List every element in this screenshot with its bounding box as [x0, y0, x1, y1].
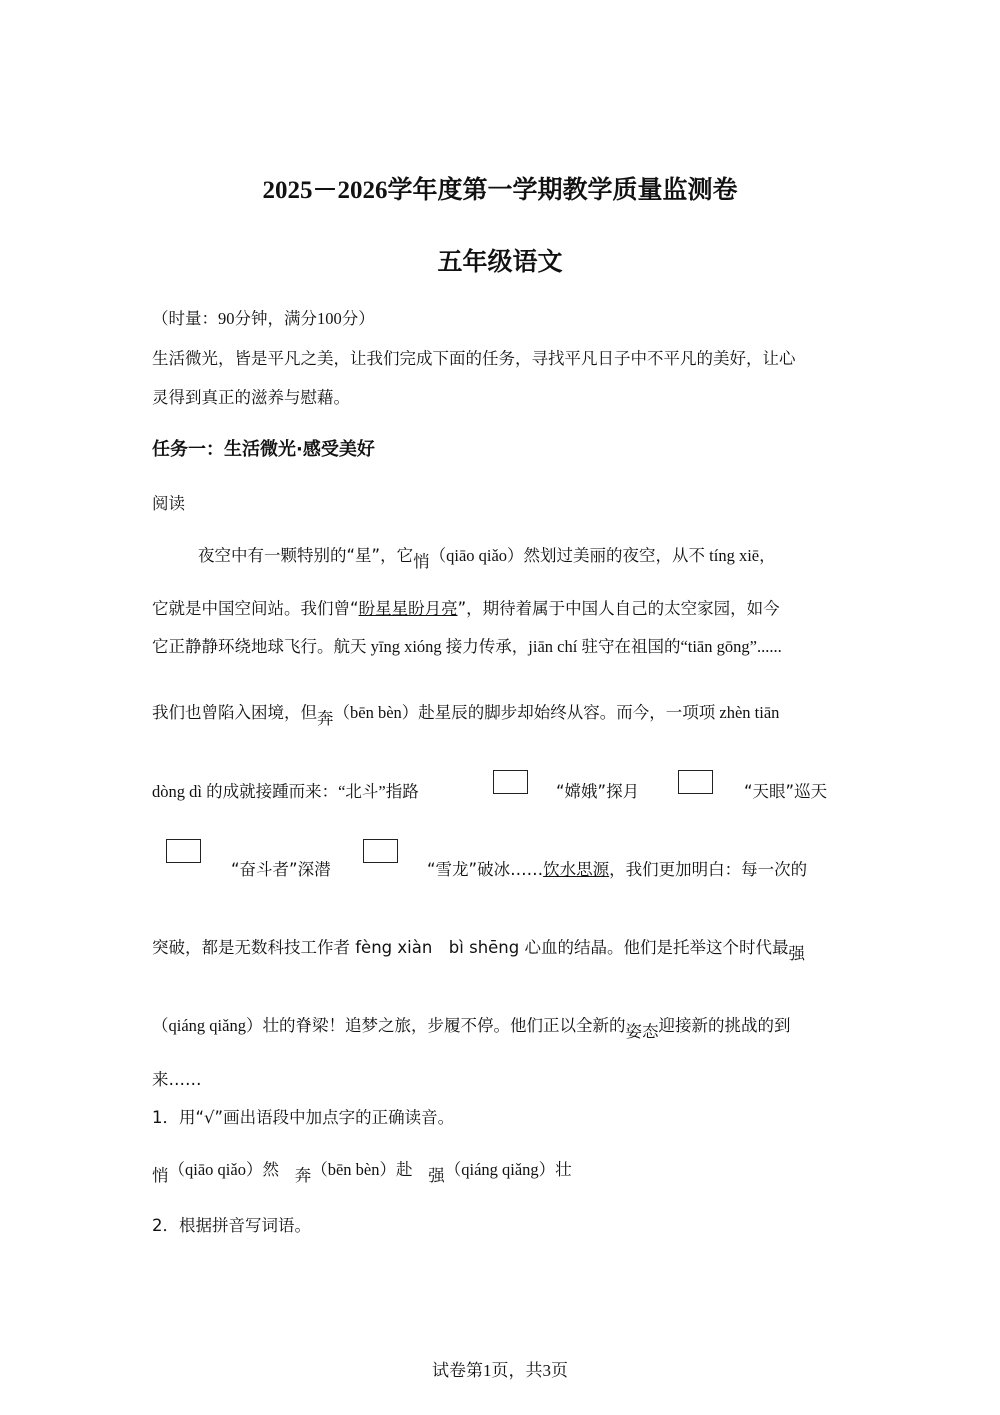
option-char: 奔: [294, 1166, 312, 1185]
passage-line-2: 它就是中国空间站。我们曾“盼星星盼月亮”，期待着属于中国人自己的太空家园，如今: [152, 599, 780, 618]
passage-line-8: （qiáng qiǎng）壮的脊梁！追梦之旅，步履不停。他们正以全新的姿态迎接新的挑战的到: [152, 1016, 791, 1041]
option-char: 强: [428, 1166, 445, 1185]
dotted-char: 强: [788, 944, 805, 963]
exam-title: 2025－2026学年度第一学期教学质量监测卷: [262, 177, 738, 204]
pinyin-option[interactable]: （qiāo qiǎo）然: [168, 1160, 279, 1179]
punctuation-box[interactable]: [493, 770, 528, 794]
question-1-options: [152, 1156, 572, 1185]
punctuation-box[interactable]: [166, 839, 201, 863]
punctuation-box[interactable]: [678, 770, 713, 794]
underlined-idiom: 盼星星盼月亮: [358, 599, 458, 618]
intro-line-2: 灵得到真正的滋养与慰藉。: [152, 388, 350, 407]
passage-line-6a: “奋斗者”深潜: [231, 860, 331, 879]
passage-line-1: 夜空中有一颗特别的“星”，它悄（qiāo qiǎo）然划过美丽的夜空，从不 tíng xiē，: [198, 546, 776, 571]
read-label: 阅读: [152, 494, 185, 513]
passage-line-5c: “天眼”巡天: [744, 782, 828, 801]
option-char: 悄: [152, 1166, 169, 1185]
dotted-char: 奔: [317, 709, 334, 728]
passage-line-5a: dòng dì 的成就接踵而来：“北斗”指路: [152, 782, 419, 801]
intro-line-1: 生活微光，皆是平凡之美，让我们完成下面的任务，寻找平凡日子中不平凡的美好，让心: [152, 349, 796, 368]
passage-line-9: 来……: [152, 1070, 202, 1089]
dotted-word: 姿态: [625, 1022, 659, 1041]
passage-line-5b: “嫦娥”探月: [556, 782, 640, 801]
page-footer: 试卷第1页，共3页: [432, 1361, 568, 1380]
exam-subtitle: 五年级语文: [437, 249, 563, 276]
underlined-idiom: 饮水思源: [543, 860, 610, 879]
punctuation-box[interactable]: [363, 839, 398, 863]
passage-line-6b: “雪龙”破冰……饮水思源，我们更加明白：每一次的: [427, 860, 808, 879]
pinyin-option[interactable]: （qiáng qiǎng）壮: [444, 1160, 572, 1179]
task-heading: 任务一：生活微光·感受美好: [152, 439, 375, 460]
dotted-char: 悄: [413, 552, 430, 571]
pinyin-option[interactable]: （bēn bèn）赴: [311, 1160, 413, 1179]
question-2: 2．根据拼音写词语。: [152, 1216, 311, 1235]
passage-line-7: 突破，都是无数科技工作者 fèng xiàn bì shēng 心血的结晶。他们是托举这个时代最强: [152, 938, 805, 963]
time-info: （时量：90分钟，满分100分）: [152, 309, 375, 328]
passage-line-4: 我们也曾陷入困境，但奔（bēn bèn）赴星辰的脚步却始终从容。而今，一项项 zhèn tiān: [152, 703, 780, 728]
question-1: 1．用“√”画出语段中加点字的正确读音。: [152, 1108, 455, 1127]
passage-line-3: 它正静静环绕地球飞行。航天 yīng xióng 接力传承，jiān chí 驻守在祖国的“tiān gōng”......: [152, 637, 782, 656]
